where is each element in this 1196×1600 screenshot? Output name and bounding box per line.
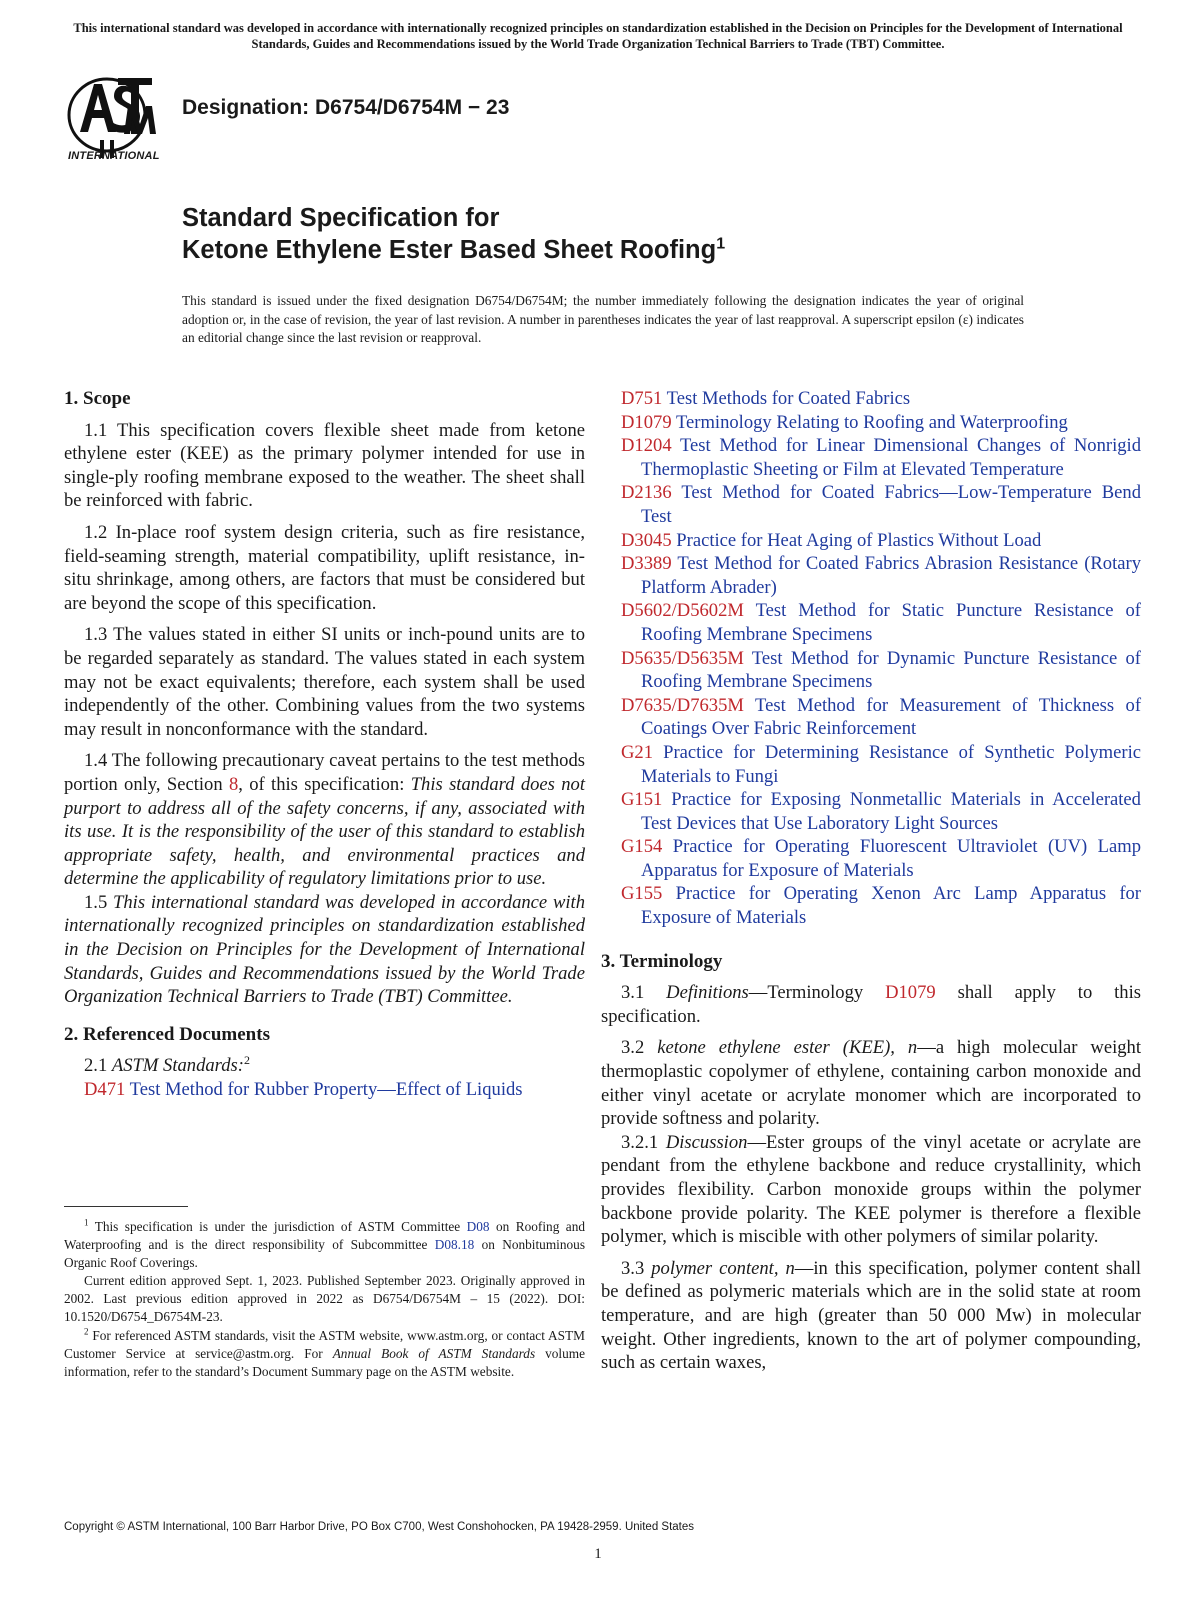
- copyright-line: Copyright © ASTM International, 100 Barr Harbor Drive, PO Box C700, West Conshohocken, PA 19428-2959. United States: [64, 1521, 695, 1533]
- para-3-2-1: 3.2.1 Discussion—Ester groups of the vinyl acetate or acrylate are pendant from the ethylene backbone and reduce crystallinity, which provides flexibility. Carbon monoxide groups within the polymer backbone provide polarity. The KEE polymer is therefore a flexible polymer, which is miscible with other polymers of similar polarity.: [601, 1131, 1141, 1248]
- para-3-3: 3.3 polymer content, n—in this specification, polymer content shall be defined as polymeric materials which are in the solid state at room temperature, and are high (greater than 50 000 Mw) in molecular weight. Other ingredients, known to the art of polymer compounding, such as certain waxes,: [601, 1257, 1141, 1374]
- footnote-2: $^2$ For referenced ASTM standards, visit the ASTM website, www.astm.org, or contact ASTM Customer Service at service@astm.org. For Annual Book of ASTM Standards volume information, refer to the standard’s Document Summary page on the ASTM website.: [64, 1326, 585, 1379]
- section-3-heading: 3. Terminology: [601, 950, 723, 972]
- para-1-2: 1.2 In-place roof system design criteria, such as fire resistance, field-seaming strength, material compatibility, uplift resistance, in-situ shrinkage, among others, are factors that must be considered but are beyond the scope of this specification.: [64, 521, 585, 614]
- section-1-heading: 1. Scope: [64, 388, 131, 409]
- para-3-1: 3.1 Definitions—Terminology D1079 shall apply to this specification.: [601, 982, 1142, 1027]
- section-8-link[interactable]: 8: [228, 773, 239, 795]
- para-1-4: 1.4 The following precautionary caveat pertains to the test methods portion only, Section 8, of this specification: This standard does not purport to address all of the safety concerns, if any, associated with its use. It is the responsibility of the user of this standard to establish appropriate safety, health, and environmental practices and determine the applicability of regulatory limitations prior to use.: [64, 750, 585, 890]
- footnote-1-edition: Current edition approved Sept. 1, 2023. Published September 2023. Originally approved in 2002. Last previous edition approved in 2022 as D6754/D6754M – 15 (2022). DOI: 10.1520/D6754_D6754M-23.: [64, 1273, 585, 1325]
- page-number: 1: [594, 1546, 602, 1562]
- d1079-link[interactable]: D1079: [885, 982, 936, 1004]
- para-1-1: 1.1 This specification covers flexible sheet made from ketone ethylene ester (KEE) as the primary polymer intended for use in single-ply roofing membrane exposed to the weather. The sheet shall be reinforced with fabric.: [64, 419, 585, 512]
- footnote-divider: [64, 1206, 188, 1207]
- para-2-1: 2.1 ASTM Standards:$^2$: [84, 1053, 250, 1077]
- issued-note: This standard is issued under the fixed designation D6754/D6754M; the number immediately following the designation indicates the year of original adoption or, in the case of revision, the year of last revision. A number in parentheses indicates the year of last reapproval. A superscript epsilon (ε) indicates an editorial change since the last revision or reapproval.: [182, 293, 1024, 345]
- d08-18-link[interactable]: D08.18: [434, 1237, 475, 1253]
- ref-item-d3389[interactable]: D3389 Test Method for Coated Fabrics Abrasion Resistance (Rotary Platform Abrader): [621, 553, 1141, 598]
- ref-item-g155[interactable]: G155 Practice for Operating Xenon Arc Lamp Apparatus for Exposure of Materials: [621, 883, 1141, 929]
- top-note: This international standard was developed in accordance with internationally recognized principles on standardization established in the Decision on Principles for the Development of International Standards, Guides and Recommendations issued by the World Trade Organization Technical Barriers to Trade (TBT) Committee.: [73, 21, 1123, 51]
- para-1-5: 1.5 This international standard was developed in accordance with internationally recognized principles on standardization established in the Decision on Principles for the Development of International Standards, Guides and Recommendations issued by the World Trade Organization Technical Barriers to Trade (TBT) Committee.: [64, 891, 586, 1008]
- ref-item-d5635[interactable]: D5635/D5635M Test Method for Dynamic Puncture Resistance of Roofing Membrane Specimens: [621, 647, 1141, 693]
- ref-item-d1079[interactable]: D1079 Terminology Relating to Roofing and Waterproofing: [621, 411, 1068, 433]
- section-2-heading: 2. Referenced Documents: [64, 1023, 270, 1045]
- ref-item-g151[interactable]: G151 Practice for Exposing Nonmetallic Materials in Accelerated Test Devices that Use Laboratory Light Sources: [621, 789, 1141, 834]
- ref-item-g154[interactable]: G154 Practice for Operating Fluorescent Ultraviolet (UV) Lamp Apparatus for Exposure of Materials: [621, 836, 1142, 881]
- ref-item-d7635[interactable]: D7635/D7635M Test Method for Measurement of Thickness of Coatings Over Fabric Reinforcement: [621, 694, 1142, 740]
- para-3-2: 3.2 ketone ethylene ester (KEE), n—a high molecular weight thermoplastic copolymer of ethylene, containing carbon monoxide and either vinyl acetate or acrylate monomer which are incorporated to provide softness and polarity.: [601, 1037, 1142, 1130]
- ref-item-d5602[interactable]: D5602/D5602M Test Method for Static Puncture Resistance of Roofing Membrane Specimens: [621, 600, 1141, 645]
- ref-item-d2136[interactable]: D2136 Test Method for Coated Fabrics—Low-Temperature Bend Test: [621, 482, 1141, 527]
- footnote-1: $^1$ This specification is under the jurisdiction of ASTM Committee D08 on Roofing and Waterproofing and is the direct responsibility of Subcommittee D08.18 on Nonbituminous Organic Roof Coverings.: [64, 1217, 585, 1271]
- title-line-1: Standard Specification for: [182, 204, 500, 232]
- d08-link[interactable]: D08: [466, 1219, 490, 1234]
- para-1-3: 1.3 The values stated in either SI units or inch-pound units are to be regarded separately as standard. The values stated in each system may not be exact equivalents; therefore, each system shall be used independently of the other. Combining values from the two systems may result in nonconformance with the standard.: [64, 624, 585, 740]
- left-column: [64, 387, 585, 1102]
- right-column: [601, 387, 1142, 1383]
- terminology-body: [601, 981, 1141, 1375]
- title-footnote-ref[interactable]: 1: [716, 235, 726, 253]
- logo-international-text: INTERNATIONAL: [68, 150, 160, 162]
- ref-item-d751[interactable]: D751 Test Methods for Coated Fabrics: [621, 388, 911, 409]
- designation: Designation: D6754/D6754M − 23: [182, 96, 510, 119]
- document-title: [182, 202, 725, 266]
- footnotes: [64, 1218, 585, 1381]
- ref-item-d3045[interactable]: D3045 Practice for Heat Aging of Plastics Without Load: [621, 529, 1042, 551]
- ref-item-g21[interactable]: G21 Practice for Determining Resistance of Synthetic Polymeric Materials to Fungi: [621, 741, 1141, 787]
- title-line-2: Ketone Ethylene Ester Based Sheet Roofing$^1$: [182, 235, 726, 264]
- ref-item-d471[interactable]: D471 Test Method for Rubber Property—Effect of Liquids: [84, 1079, 523, 1101]
- ref-item-d1204[interactable]: D1204 Test Method for Linear Dimensional Changes of Nonrigid Thermoplastic Sheeting or Film at Elevated Temperature: [621, 435, 1141, 480]
